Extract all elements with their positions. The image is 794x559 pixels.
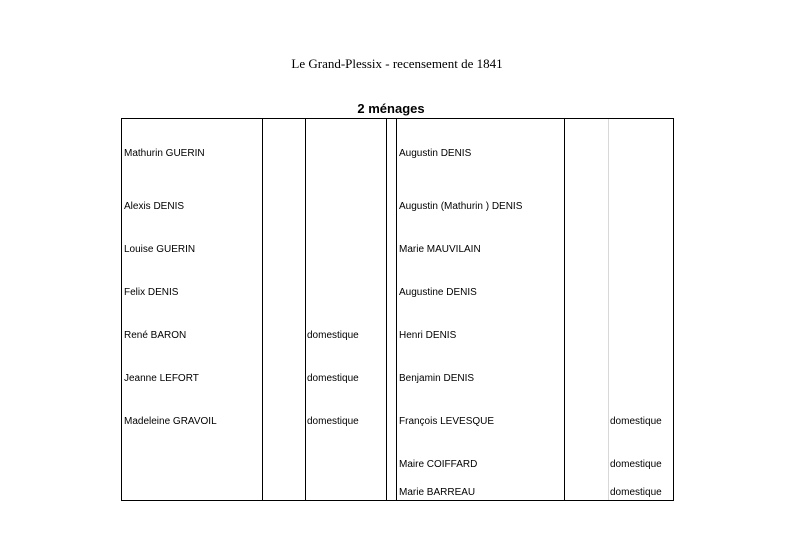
person-name: François LEVESQUE	[399, 416, 495, 427]
household-divider	[386, 119, 387, 500]
person-name: René BARON	[124, 330, 187, 341]
census-table	[121, 118, 674, 501]
column-divider	[262, 119, 263, 500]
person-role: domestique	[307, 373, 359, 384]
person-name: Augustine DENIS	[399, 287, 477, 298]
person-name: Maire COIFFARD	[399, 459, 478, 470]
person-name: Augustin DENIS	[399, 148, 472, 159]
column-divider	[608, 119, 609, 500]
person-name: Jeanne LEFORT	[124, 373, 199, 384]
person-role: domestique	[307, 416, 359, 427]
person-role: domestique	[610, 416, 662, 427]
person-role: domestique	[307, 330, 359, 341]
person-name: Louise GUERIN	[124, 244, 196, 255]
person-name: Benjamin DENIS	[399, 373, 475, 384]
document-title: Le Grand-Plessix - recensement de 1841	[291, 56, 503, 71]
person-name: Madeleine GRAVOIL	[124, 416, 217, 427]
person-name: Mathurin GUERIN	[124, 148, 205, 159]
person-role: domestique	[610, 487, 662, 498]
person-name: Marie MAUVILAIN	[399, 244, 481, 255]
household-divider	[396, 119, 397, 500]
column-divider	[564, 119, 565, 500]
person-name: Alexis DENIS	[124, 201, 185, 212]
column-divider	[305, 119, 306, 500]
person-name: Marie BARREAU	[399, 487, 476, 498]
person-name: Felix DENIS	[124, 287, 179, 298]
person-name: Augustin (Mathurin ) DENIS	[399, 201, 523, 212]
document-subtitle: 2 ménages	[357, 101, 425, 116]
person-role: domestique	[610, 459, 662, 470]
person-name: Henri DENIS	[399, 330, 457, 341]
